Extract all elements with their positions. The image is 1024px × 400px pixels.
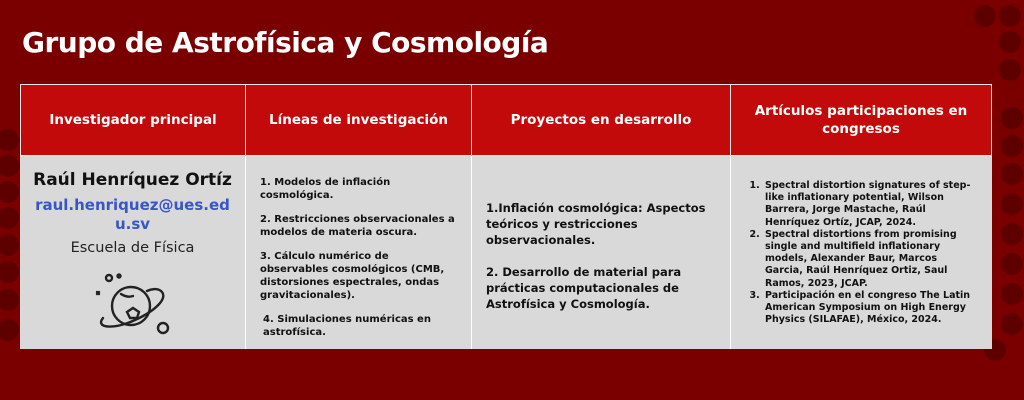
articles-list: [753, 180, 978, 326]
investigator-cell: [20, 156, 246, 349]
page-title: Grupo de Astrofísica y Cosmología: [22, 26, 549, 59]
investigator-school: Escuela de Física: [70, 240, 195, 256]
header-research-lines: Líneas de investigación: [246, 84, 472, 156]
header-projects: Proyectos en desarrollo: [472, 84, 731, 156]
research-line: 3. Cálculo numérico de observables cosmológicos (CMB, distorsiones espectrales, ondas gravitacionales).: [260, 251, 445, 301]
research-line: 1. Modelos de inflación cosmológica.: [260, 177, 391, 201]
project-item: 1.Inflación cosmológica: Aspectos teóricos y restricciones observacionales.: [486, 201, 706, 247]
research-lines-cell: [246, 156, 472, 349]
info-table: [20, 84, 992, 349]
header-articles: Artículos participaciones en congresos: [731, 84, 992, 156]
articles-cell: [731, 156, 992, 349]
article-item: 1. Spectral distortion signatures of step-like inflationary potential, Wilson Barrera, Jorge Mastache, Raúl Henríquez Ortíz, JCAP, 2024.: [763, 180, 978, 229]
investigator-name: Raúl Henríquez Ortíz: [33, 170, 232, 190]
article-item: 2. Spectral distortions from promising single and multifield inflationary models, Alexander Baur, Marcos Garcia, Raúl Henríquez Ortiz, Saul Ramos, 2023, JCAP.: [763, 229, 978, 290]
header-investigator: Investigador principal: [20, 84, 246, 156]
project-item: 2. Desarrollo de material para prácticas computacionales de Astrofísica y Cosmología.: [486, 265, 682, 311]
planet-icon: [91, 270, 175, 340]
article-item: 3. Participación en el congreso The Latin American Symposium on High Energy Physics (SILAFAE), México, 2024.: [763, 290, 978, 327]
research-line: 2. Restricciones observacionales a modelos de materia oscura.: [260, 214, 455, 238]
projects-cell: [472, 156, 731, 349]
research-line: 4. Simulaciones numéricas en astrofísica.: [263, 314, 431, 338]
investigator-email-link[interactable]: raul.henriquez@ues.edu.sv: [35, 196, 230, 233]
